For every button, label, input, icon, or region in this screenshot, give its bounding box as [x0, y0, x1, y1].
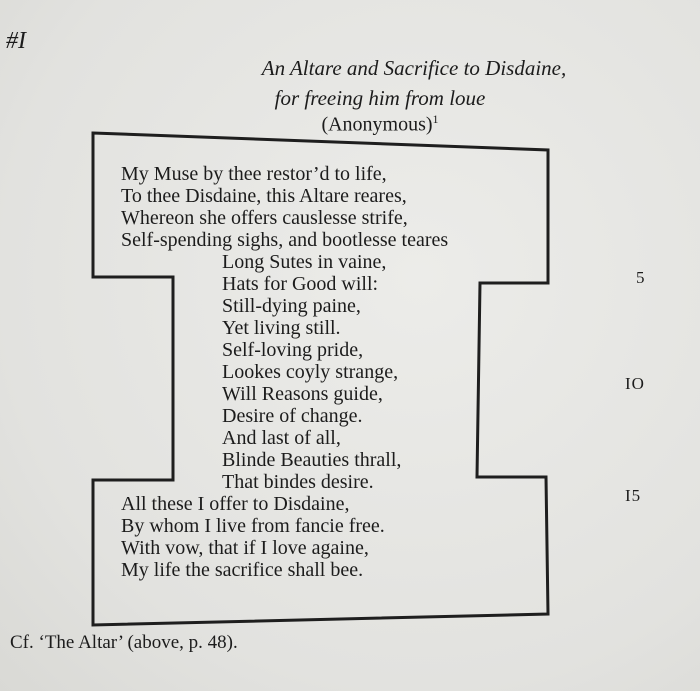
line-number-5: 5	[636, 268, 646, 287]
poem-title: An Altare and Sacrifice to Disdaine,	[261, 56, 567, 80]
poem-line-13: And last of all,	[222, 427, 341, 449]
page-number: #I	[6, 28, 26, 54]
poem-line-3: Whereon she offers causlesse strife,	[121, 207, 408, 229]
poem-line-4: Self-spending sighs, and bootlesse teares	[121, 229, 449, 251]
footnote-mark: 1	[432, 112, 439, 126]
poem-line-17: By whom I live from fancie free.	[121, 515, 385, 537]
poem-line-16: All these I offer to Disdaine,	[121, 493, 350, 515]
poem-line-9: Self-loving pride,	[222, 339, 364, 361]
line-number-15: I5	[625, 486, 642, 505]
poem-line-11: Will Reasons guide,	[222, 383, 383, 405]
poem-line-6: Hats for Good will:	[222, 273, 379, 295]
poem-line-10: Lookes coyly strange,	[222, 361, 399, 383]
poem-line-2: To thee Disdaine, this Altare reares,	[121, 185, 407, 207]
poem-line-8: Yet living still.	[222, 317, 341, 339]
poem-line-14: Blinde Beauties thrall,	[222, 449, 402, 471]
poem-line-18: With vow, that if I love againe,	[121, 537, 369, 559]
poem-line-5: Long Sutes in vaine,	[222, 251, 387, 273]
line-number-10: IO	[625, 374, 645, 393]
poem-line-12: Desire of change.	[222, 405, 363, 427]
poem-line-1: My Muse by thee restor’d to life,	[121, 163, 387, 185]
poem-line-7: Still-dying paine,	[222, 295, 361, 317]
poem-subtitle: for freeing him from loue	[274, 86, 486, 110]
attribution-text: (Anonymous)	[321, 113, 433, 136]
poem-line-19: My life the sacrifice shall bee.	[121, 559, 364, 581]
poem-line-15: That bindes desire.	[222, 471, 374, 493]
footnote: Cf. ‘The Altar’ (above, p. 48).	[10, 632, 238, 653]
